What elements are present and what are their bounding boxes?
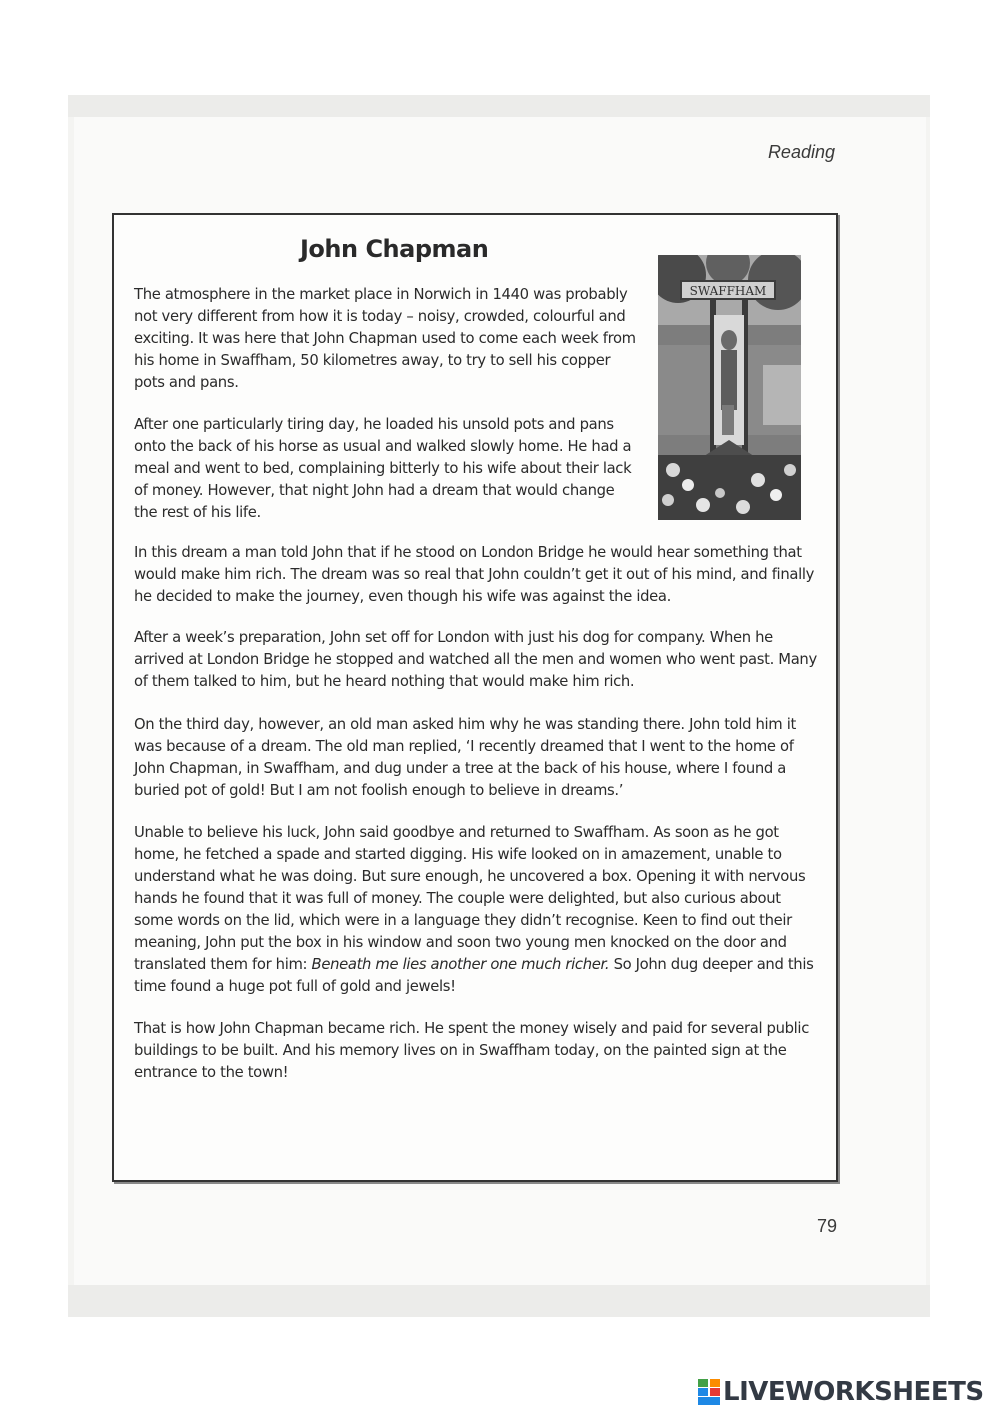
paragraph-5: On the third day, however, an old man asked him why he was standing there. John told him it was because of a dream. The old man replied, ‘I recently dreamed that I went to the home of John Chapman, in Swaffham, and dug under a tree at the back of his house, where I found a buried pot of gold! But I am not foolish enough to believe in dreams.’ <box>134 716 796 799</box>
lid-inscription: Beneath me lies another one much richer. <box>311 956 610 973</box>
page-edge-bottom <box>68 1285 930 1317</box>
paragraph-6-text-a: Unable to believe his luck, John said goodbye and returned to Swaffham. As soon as he got home, he fetched a spade and started digging. His wife looked on in amazement, unable to understand what he was doing. But sure enough, he uncovered a box. Opening it with nervous hands he found that it was full of money. The couple were delighted, but also curious about some words on the lid, which were in a language they didn’t recognise. Keen to find out their meaning, John put the box in his window and soon two young men knocked on the door and translated them for him: <box>134 824 806 973</box>
swaffham-sign-photo <box>658 255 801 520</box>
paragraph-7: That is how John Chapman became rich. He spent the money wisely and paid for several public buildings to be built. And his memory lives on in Swaffham today, on the painted sign at the entrance to the town! <box>134 1020 809 1081</box>
section-label: Reading <box>767 142 835 162</box>
liveworksheets-logo-icon <box>698 1379 720 1405</box>
liveworksheets-logo <box>698 1377 984 1407</box>
page-edge-top <box>68 95 930 117</box>
brand-name: LIVEWORKSHEETS <box>723 1377 984 1407</box>
sign-lettering: SWAFFHAM <box>689 284 767 298</box>
article-frame <box>112 213 838 1182</box>
page-number: 79 <box>817 1216 838 1236</box>
paragraph-6 <box>134 822 819 998</box>
article-title: John Chapman <box>300 235 489 263</box>
paragraph-6-text-b: So John dug deeper and this time found a huge pot full of gold and jewels! <box>134 956 814 995</box>
paragraph-1: The atmosphere in the market place in Norwich in 1440 was probably not very different from how it is today – noisy, crowded, colourful and exciting. It was here that John Chapman used to come each week from his home in Swaffham, 50 kilometres away, to try to sell his copper pots and pans. <box>134 286 636 391</box>
paragraph-3: In this dream a man told John that if he stood on London Bridge he would hear something that would make him rich. The dream was so real that John couldn’t get it out of his mind, and finally he decided to make the journey, even though his wife was against the idea. <box>134 544 814 605</box>
paragraph-4: After a week’s preparation, John set off for London with just his dog for company. When he arrived at London Bridge he stopped and watched all the men and women who went past. Many of them talked to him, but he heard nothing that would make him rich. <box>134 629 817 690</box>
paragraph-2: After one particularly tiring day, he loaded his unsold pots and pans onto the back of his horse as usual and walked slowly home. He had a meal and went to bed, complaining bitterly to his wife about their lack of money. However, that night John had a dream that would change the rest of his life. <box>134 416 632 521</box>
